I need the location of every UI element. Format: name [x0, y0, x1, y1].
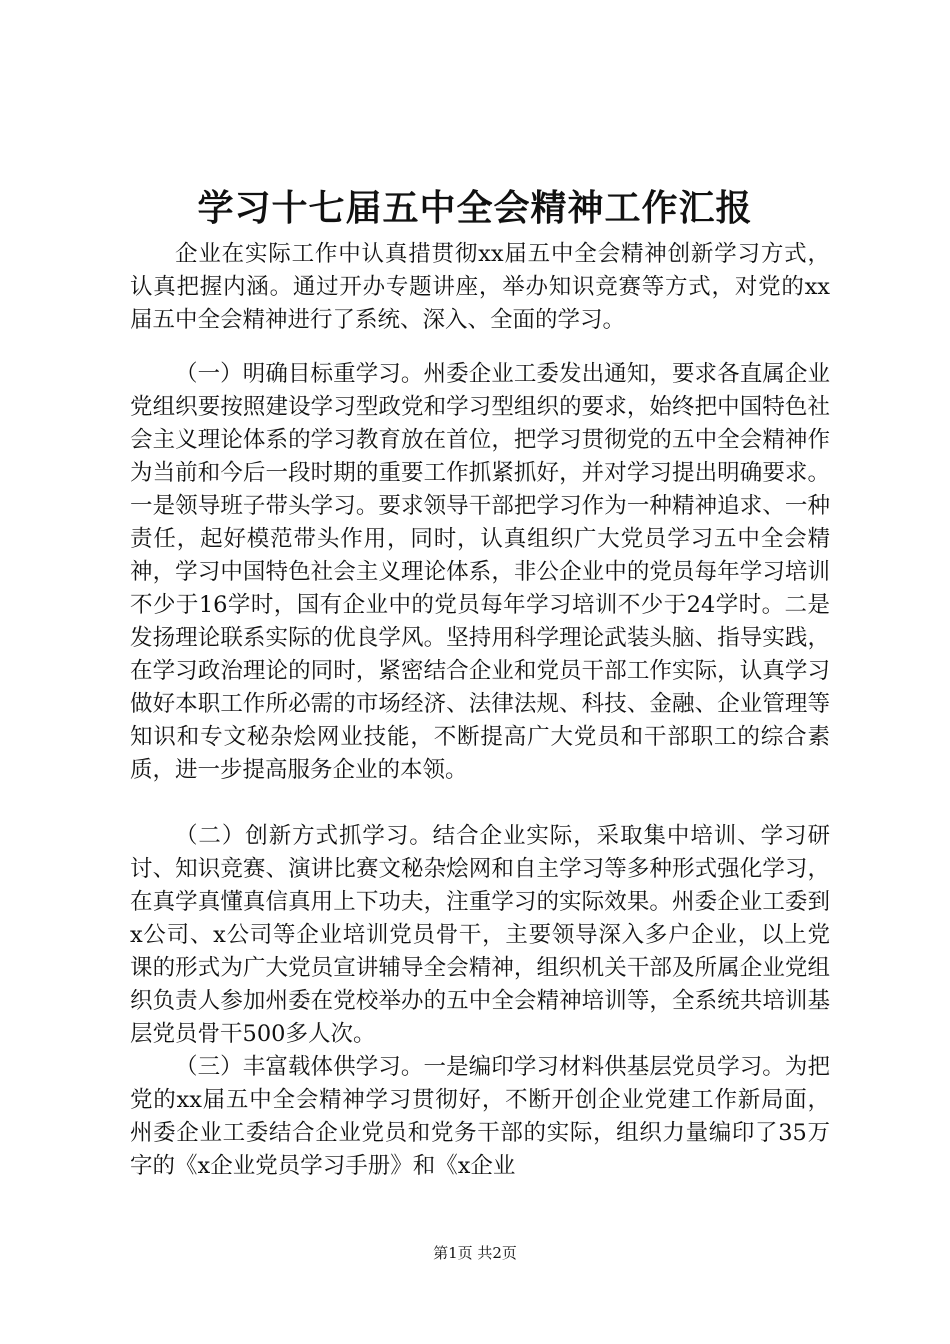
document-title: 学习十七届五中全会精神工作汇报 — [197, 187, 753, 229]
paragraph-intro: 企业在实际工作中认真措贯彻xx届五中全会精神创新学习方式，认真把握内涵。通过开办专题讲座，举办知识竞赛等方式，对党的xx届五中全会精神进行了系统、深入、全面的学习。 — [130, 241, 830, 333]
paragraph-section-three: （三）丰富载体供学习。一是编印学习材料供基层党员学习。为把党的xx届五中全会精神学习贯彻好，不断开创企业党建工作新局面，州委企业工委结合企业党员和党务干部的实际，组织力量编印了35万字的《x企业党员学习手册》和《x企业 — [130, 1054, 830, 1179]
page-footer: 第1页 共2页 — [433, 1244, 517, 1262]
section-two-block — [130, 820, 830, 1051]
section-three-block — [130, 1051, 830, 1183]
section-one-block — [130, 358, 830, 787]
paragraph-section-two: （二）创新方式抓学习。结合企业实际，采取集中培训、学习研讨、知识竞赛、演讲比赛文秘杂烩网和自主学习等多种形式强化学习，在真学真懂真信真用上下功夫，注重学习的实际效果。州委企业工委到x公司、x公司等企业培训党员骨干，主要领导深入多户企业，以上党课的形式为广大党员宣讲辅导全会精神，组织机关干部及所属企业党组织负责人参加州委在党校举办的五中全会精神培训等，全系统共培训基层党员骨干500多人次。 — [130, 823, 830, 1047]
intro-paragraph-block — [130, 238, 830, 337]
paragraph-section-one: （一）明确目标重学习。州委企业工委发出通知，要求各直属企业党组织要按照建设学习型政党和学习型组织的要求，始终把中国特色社会主义理论体系的学习教育放在首位，把学习贯彻党的五中全会精神作为当前和今后一段时期的重要工作抓紧抓好，并对学习提出明确要求。一是领导班子带头学习。要求领导干部把学习作为一种精神追求、一种责任，起好模范带头作用，同时，认真组织广大党员学习五中全会精神，学习中国特色社会主义理论体系，非公企业中的党员每年学习培训不少于16学时，国有企业中的党员每年学习培训不少于24学时。二是发扬理论联系实际的优良学风。坚持用科学理论武装头脑、指导实践，在学习政治理论的同时，紧密结合企业和党员干部工作实际，认真学习做好本职工作所必需的市场经济、法律法规、科技、金融、企业管理等知识和专文秘杂烩网业技能，不断提高广大党员和干部职工的综合素质，进一步提高服务企业的本领。 — [130, 361, 830, 783]
